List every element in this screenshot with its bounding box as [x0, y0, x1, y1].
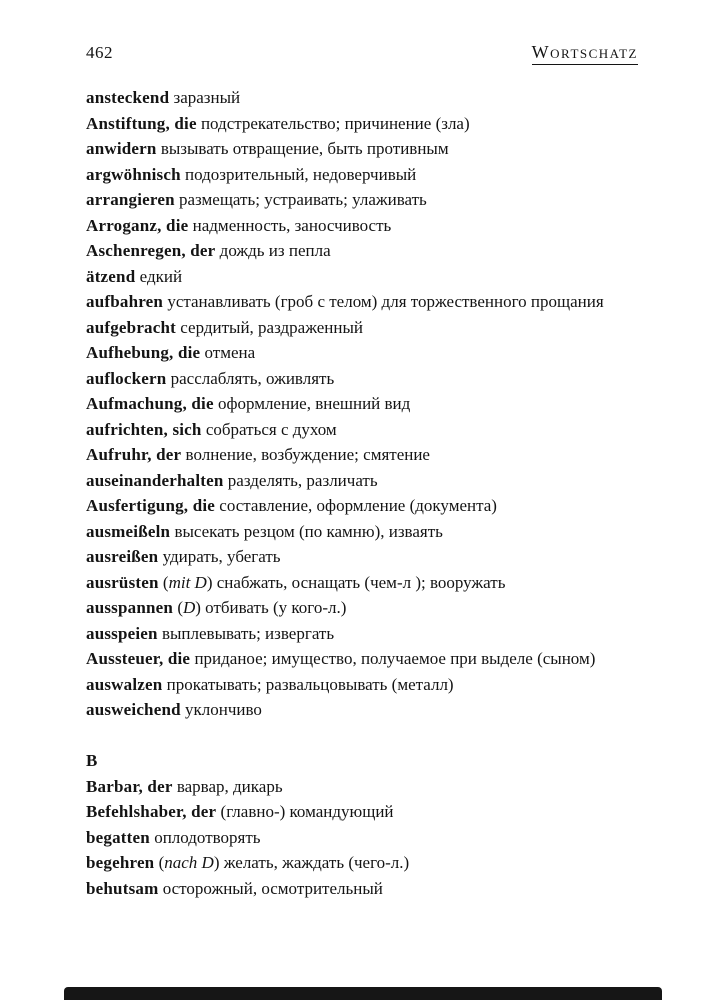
- headword: ausspeien: [86, 623, 158, 643]
- dictionary-entry: ausmeißeln высекать резцом (по камню), изваять: [86, 521, 443, 541]
- page-header: [0, 0, 728, 65]
- dictionary-entry: anwidern вызывать отвращение, быть противным: [86, 139, 449, 158]
- dictionary-entry: arrangieren размещать; устраивать; улаживать: [86, 190, 427, 209]
- page-number: 462: [86, 43, 113, 62]
- dictionary-entry: ausreißen удирать, убегать: [86, 547, 281, 566]
- headword: Barbar, der: [86, 776, 173, 796]
- grammar-note: mit D: [168, 572, 207, 592]
- headword: auswalzen: [86, 674, 163, 694]
- headword: auseinanderhalten: [86, 470, 224, 490]
- section-letter: B: [86, 751, 98, 770]
- dictionary-entry: begatten оплодотворять: [86, 827, 261, 847]
- dictionary-entry: aufbahren устанавливать (гроб с телом) для торжественного прощания: [86, 292, 604, 311]
- grammar-note: D: [182, 598, 196, 617]
- running-head: Wortschatz: [532, 42, 638, 65]
- headword: Aufruhr, der: [86, 445, 182, 464]
- dictionary-entry: argwöhnisch подозрительный, недоверчивый: [86, 164, 417, 184]
- scan-edge-artifact: [64, 987, 662, 1000]
- dictionary-entry: ätzend едкий: [86, 266, 183, 286]
- headword: argwöhnisch: [86, 164, 181, 184]
- headword: ätzend: [86, 266, 136, 286]
- dictionary-entry: aufrichten, sich собраться с духом: [86, 419, 337, 439]
- headword: aufrichten, sich: [86, 419, 202, 439]
- dictionary-entry: auswalzen прокатывать; развальцовывать (металл): [86, 674, 454, 694]
- headword: begatten: [86, 827, 150, 847]
- dictionary-entry: auflockern расслаблять, оживлять: [86, 368, 335, 388]
- headword: arrangieren: [86, 190, 175, 209]
- entry-list: [0, 65, 728, 901]
- headword: ausmeißeln: [86, 521, 171, 541]
- dictionary-entry: Aschenregen, der дождь из пепла: [86, 241, 331, 260]
- dictionary-entry: ausspeien выплевывать; извергать: [86, 623, 335, 643]
- dictionary-entry: auseinanderhalten разделять, различать: [86, 470, 378, 490]
- headword: anwidern: [86, 139, 157, 158]
- dictionary-entry: ausrüsten (mit D) снабжать, оснащать (чем-л ); вооружать: [86, 572, 506, 592]
- headword: ansteckend: [86, 88, 170, 107]
- dictionary-entry: Barbar, der варвар, дикарь: [86, 776, 283, 796]
- dictionary-entry: ausspannen (D) отбивать (у кого-л.): [86, 598, 347, 617]
- grammar-note: nach D: [164, 853, 214, 872]
- headword: Ausfertigung, die: [86, 496, 216, 515]
- headword: ausspannen: [86, 598, 174, 617]
- dictionary-entry: Aufruhr, der волнение, возбуждение; смятение: [86, 445, 430, 464]
- dictionary-entry: Aussteuer, die приданое; имущество, получаемое при выделе (сыном): [86, 649, 596, 668]
- dictionary-entry: Anstiftung, die подстрекательство; причинение (зла): [86, 113, 470, 133]
- headword: ausweichend: [86, 700, 181, 719]
- headword: Aschenregen, der: [86, 241, 216, 260]
- dictionary-entry: Befehlshaber, der (главно-) командующий: [86, 802, 394, 821]
- dictionary-entry: Arroganz, die надменность, заносчивость: [86, 215, 392, 235]
- headword: Arroganz, die: [86, 215, 189, 235]
- dictionary-entry: behutsam осторожный, осмотрительный: [86, 878, 383, 898]
- headword: auflockern: [86, 368, 167, 388]
- headword: Aussteuer, die: [86, 649, 191, 668]
- dictionary-entry: Aufhebung, die отмена: [86, 343, 256, 362]
- dictionary-entry: ausweichend уклончиво: [86, 700, 262, 719]
- headword: aufgebracht: [86, 317, 177, 337]
- headword: ausrüsten: [86, 572, 159, 592]
- headword: behutsam: [86, 878, 159, 898]
- dictionary-entry: ansteckend заразный: [86, 88, 241, 107]
- dictionary-entry: begehren (nach D) желать, жаждать (чего-л.): [86, 853, 410, 872]
- headword: Aufhebung, die: [86, 343, 201, 362]
- dictionary-entry: Ausfertigung, die составление, оформление (документа): [86, 496, 497, 515]
- dictionary-entry: Aufmachung, die оформление, внешний вид: [86, 394, 411, 413]
- headword: aufbahren: [86, 292, 164, 311]
- headword: begehren: [86, 853, 155, 872]
- headword: ausreißen: [86, 547, 159, 566]
- headword: Anstiftung, die: [86, 113, 197, 133]
- headword: Befehlshaber, der: [86, 802, 217, 821]
- headword: Aufmachung, die: [86, 394, 214, 413]
- dictionary-entry: aufgebracht сердитый, раздраженный: [86, 317, 363, 337]
